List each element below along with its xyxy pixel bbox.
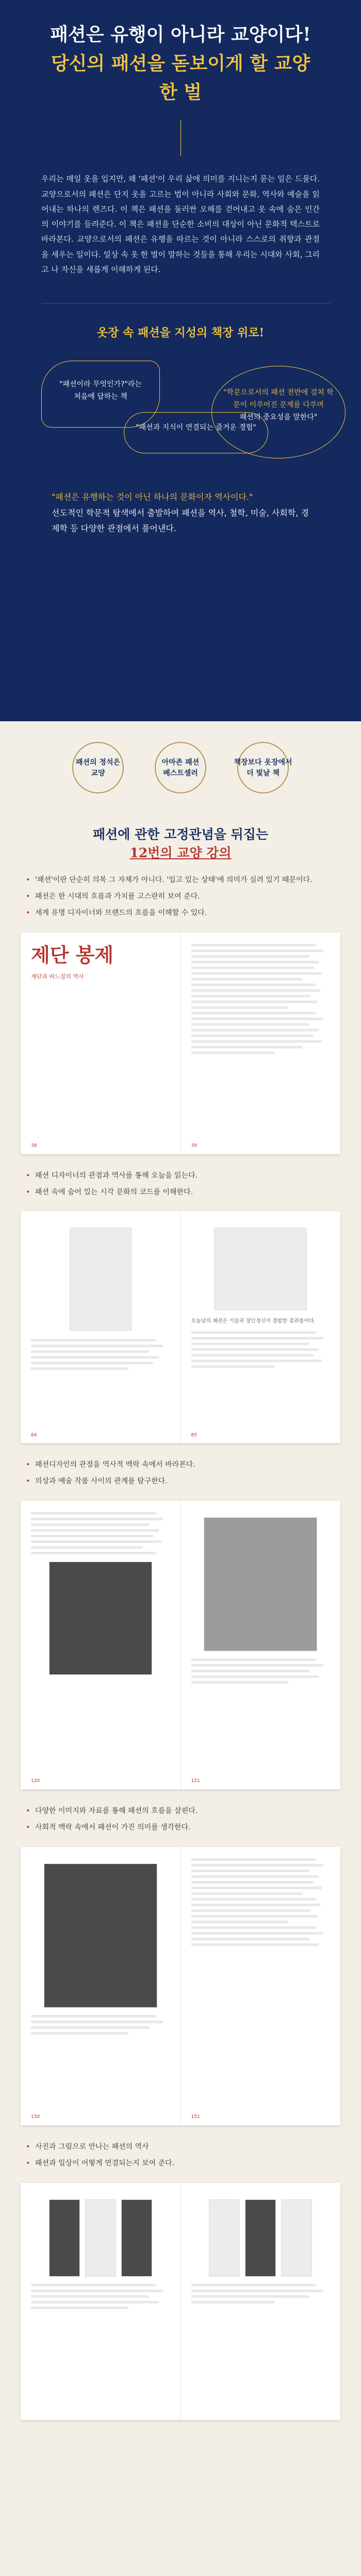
- bullet-item: • 세계 유명 디자이너와 브랜드의 흐름을 이해할 수 있다.: [26, 907, 335, 920]
- book-spread-3: [21, 1501, 340, 1789]
- page-number: 151: [191, 2114, 200, 2120]
- badge-3-line2: 더 빛날 책: [247, 769, 280, 777]
- lectures-title: [21, 824, 340, 861]
- text-lines: [31, 2015, 170, 2035]
- hero-quote-line1: "패션은 유행하는 것이 아닌 하나의 문화이자 역사이다.": [52, 492, 253, 502]
- outfit-figure: [281, 2199, 312, 2277]
- garment-figure: [214, 1228, 307, 1310]
- gown-photo: [204, 1517, 317, 1651]
- page-number: 84: [31, 1432, 37, 1438]
- badge-2: [147, 742, 214, 804]
- page-number: 120: [31, 1778, 40, 1784]
- bullet-list-4: [21, 1805, 340, 1835]
- spread-1-left: [21, 933, 180, 1154]
- hero-quote: [41, 479, 320, 536]
- feature-heading: 옷장 속 패션을 지성의 책장 위로!: [96, 326, 265, 340]
- spread-5-right: [180, 2183, 341, 2420]
- spread-3-right: [180, 1501, 341, 1789]
- bubble-3-line2: 패션의 중요성을 말한다": [239, 413, 318, 421]
- book-spread-2: [21, 1211, 340, 1443]
- text-lines: [191, 1858, 331, 1946]
- dress-pattern-figure: [70, 1228, 132, 1331]
- hero-section: [0, 0, 361, 721]
- badge-ring-icon: [72, 742, 124, 793]
- badge-3-line1: 책장보다 옷장에서: [234, 758, 292, 767]
- hero-quote-line2: 선도적인 학문적 탐색에서 출발하여 패션을 역사, 철학, 미술, 사회학, 경제학 등 다양한 관점에서 풀어낸다.: [52, 507, 309, 533]
- hero-title: [41, 21, 320, 107]
- text-lines: [191, 2284, 331, 2303]
- chapter-subtitle: 재단과 바느질의 역사: [31, 973, 84, 980]
- text-lines: [191, 944, 331, 1054]
- bullet-item: • 패션 디자이너의 관점과 역사를 통해 오늘을 읽는다.: [26, 1170, 335, 1183]
- badge-ring-icon: [155, 742, 206, 793]
- badge-3: [229, 742, 297, 804]
- spread-5-left: [21, 2183, 180, 2420]
- spread-4-right: [180, 1847, 341, 2125]
- page-number: 39: [191, 1143, 197, 1148]
- chapter-title: 제단 봉제: [31, 943, 114, 967]
- book-spread-5: [21, 2183, 340, 2420]
- text-lines: [191, 1331, 331, 1368]
- painting-figure: [44, 1863, 157, 2008]
- bullet-list-3: [21, 1459, 340, 1488]
- lectures-section: [0, 721, 361, 2576]
- page-number: 85: [191, 1432, 197, 1438]
- bullet-item: • 패션은 한 시대의 흐름과 가치를 고스란히 보여 준다.: [26, 890, 335, 904]
- book-spread-1: [21, 933, 340, 1154]
- badge-1-line2: 교양: [91, 769, 105, 777]
- page-number: 121: [191, 1778, 200, 1784]
- bullet-item: • 패션과 일상이 어떻게 연결되는지 보여 준다.: [26, 2157, 335, 2171]
- bullet-item: • 패션 속에 숨어 있는 시각 문화의 코드를 이해한다.: [26, 1186, 335, 1199]
- bullet-item: • 다양한 이미지와 자료를 통해 패션의 흐름을 살핀다.: [26, 1805, 335, 1818]
- badge-1-line1: 패션의 정석은: [75, 758, 121, 767]
- text-lines: [31, 1512, 170, 1554]
- outfit-figures: [31, 2199, 170, 2277]
- bullet-list-5: [21, 2141, 340, 2171]
- outfit-figure: [209, 2199, 240, 2277]
- hero-title-line2: 당신의 패션을 돋보이게 할 교양 한 벌: [51, 52, 310, 103]
- spread-3-left: [21, 1501, 180, 1789]
- hero-intro: 우리는 매일 옷을 입지만, 왜 '패션'이 우리 삶에 의미를 지니는지 묻는 일은 드물다. 교양으로서의 패션은 단지 옷을 고르는 법이 아니라 사회와 문화, 역사와 예술을 읽어내는 하나의 렌즈다. 이 책은 패션을 둘러싼 오해를 걷어내고 옷 속에 숨은 인간의 이야기를 들려준다. 이 책은 패션을 단순한 소비의 대상이 아닌 문화적 텍스트로 바라본다. 교양으로서의 패션은 유행을 따르는 것이 아니라 스스로의 취향과 관점을 세우는 일이다. 일상 속 옷 한 벌이 말하는 것들을 통해 우리는 시대와 사회, 그리고 나 자신을 새롭게 이해하게 된다.: [41, 174, 320, 274]
- bullet-item: • 의상과 예술 작품 사이의 관계를 탐구한다.: [26, 1475, 335, 1488]
- bubble-2-text: "패션과 지식이 연결되는 즐거운 경험": [136, 423, 256, 432]
- outfit-figure: [49, 2199, 80, 2277]
- spread-2-left: [21, 1211, 180, 1443]
- hero-rule: [180, 120, 181, 156]
- text-lines: [191, 1658, 331, 1684]
- badge-ring-icon: [237, 742, 289, 793]
- text-lines: [31, 1339, 170, 1370]
- bubble-3: [211, 366, 346, 459]
- page-number: 150: [31, 2114, 40, 2120]
- bubble-3-line1: "학문으로서의 패션 전반에 걸쳐 학문이 이루어진 문제를 다루며: [223, 388, 334, 409]
- outfit-figure: [85, 2199, 116, 2277]
- lectures-title-b: 12번의 교양 강의: [129, 845, 232, 860]
- outfit-figure: [245, 2199, 276, 2277]
- badge-2-line1: 아마존 패션: [161, 758, 200, 767]
- bubble-1-line2: 처음에 답하는 책: [74, 392, 127, 401]
- book-spread-4: [21, 1847, 340, 2125]
- badge-2-line2: 베스트셀러: [163, 769, 198, 777]
- text-lines: [31, 2284, 170, 2309]
- spread-4-left: [21, 1847, 180, 2125]
- spread-1-right: [180, 933, 341, 1154]
- portrait-photo: [49, 1562, 152, 1675]
- bullet-item: • 사회적 맥락 속에서 패션이 가진 의미를 생각한다.: [26, 1821, 335, 1835]
- figure-caption: 오늘날의 패션은 기술과 장인정신이 결합한 결과물이다.: [191, 1318, 316, 1325]
- lectures-title-a: 패션에 관한 고정관념을 뒤집는: [92, 827, 269, 842]
- badge-1: [64, 742, 132, 804]
- page-number: 38: [31, 1143, 37, 1148]
- spread-2-right: [180, 1211, 341, 1443]
- bullet-item: • 패션디자인의 관점을 역사적 맥락 속에서 바라본다.: [26, 1459, 335, 1472]
- outfit-figure: [121, 2199, 152, 2277]
- feature-bubbles: [41, 361, 334, 479]
- badge-row: [21, 742, 340, 804]
- bullet-item: • '패션'이란 단순히 의복 그 자체가 아니다. '입고 있는 상태'에 의미가 실려 있기 때문이다.: [26, 874, 335, 887]
- outfit-figures: [191, 2199, 331, 2277]
- hero-title-line1: 패션은 유행이 아니라 교양이다!: [50, 24, 311, 45]
- bullet-list-2: [21, 1170, 340, 1199]
- bubble-1-line1: "패션이라 무엇인가?"라는: [59, 380, 142, 389]
- bullet-item: • 사진과 그림으로 만나는 패션의 역사: [26, 2141, 335, 2154]
- bullet-list-1: [21, 874, 340, 920]
